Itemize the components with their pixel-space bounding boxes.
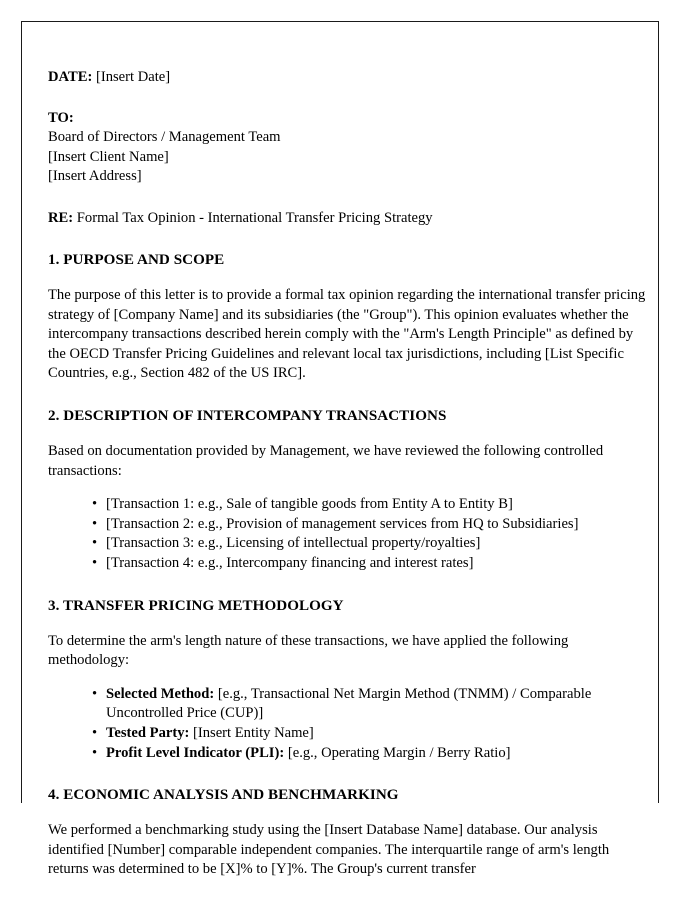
list-item bbox=[92, 744, 652, 764]
list-item bbox=[92, 495, 652, 515]
section-heading-1: 1. PURPOSE AND SCOPE bbox=[48, 252, 225, 268]
list-item bbox=[92, 515, 652, 535]
list-item-text: [Transaction 1: e.g., Sale of tangible goods from Entity A to Entity B] bbox=[106, 496, 513, 513]
to-line-3: [Insert Address] bbox=[48, 168, 142, 184]
list-item-lead: Selected Method: bbox=[106, 685, 215, 702]
list-item-text: [e.g., Operating Margin / Berry Ratio] bbox=[284, 744, 511, 761]
methodology-list bbox=[48, 685, 652, 763]
date-label: DATE: bbox=[48, 69, 93, 85]
to-line-2: [Insert Client Name] bbox=[48, 148, 169, 165]
to-line-1: Board of Directors / Management Team bbox=[48, 129, 281, 145]
re-label: RE: bbox=[48, 209, 74, 226]
list-item-lead: Profit Level Indicator (PLI): bbox=[106, 744, 285, 761]
date-value: [Insert Date] bbox=[95, 69, 171, 85]
to-label: TO: bbox=[48, 109, 74, 126]
list-item-lead: Tested Party: bbox=[106, 724, 190, 741]
section-heading-2: 2. DESCRIPTION OF INTERCOMPANY TRANSACTIONS bbox=[48, 407, 447, 424]
list-item-text: [Insert Entity Name] bbox=[189, 724, 314, 741]
list-item-text: [Transaction 3: e.g., Licensing of intellectual property/royalties] bbox=[106, 535, 481, 552]
list-item bbox=[92, 554, 652, 574]
date-line bbox=[48, 68, 652, 88]
list-item-text: [Transaction 2: e.g., Provision of management services from HQ to Subsidiaries] bbox=[106, 515, 579, 532]
transactions-list bbox=[48, 495, 652, 573]
list-item-text: [e.g., Transactional Net Margin Method (TNMM) / Comparable Uncontrolled Price (CUP)] bbox=[106, 685, 592, 722]
subject-line bbox=[48, 209, 652, 229]
list-item bbox=[92, 724, 652, 744]
list-item-text: [Transaction 4: e.g., Intercompany financing and interest rates] bbox=[106, 554, 474, 571]
list-item bbox=[92, 685, 652, 724]
document-page bbox=[21, 21, 659, 878]
document-body bbox=[48, 48, 652, 880]
section-1-paragraph-1: The purpose of this letter is to provide a formal tax opinion regarding the international transfer pricing strategy of [Company Name] and its subsidiaries (the "Group"). This opinion evaluates whether the intercompany transactions described herein comply with the "Arm's Length Principle" as defined by the OECD Transfer Pricing Guidelines and relevant local tax jurisdictions, including [List Specific Countries, e.g., Section 482 of the US IRC]. bbox=[48, 287, 646, 382]
section-heading-3: 3. TRANSFER PRICING METHODOLOGY bbox=[48, 597, 344, 614]
list-item bbox=[92, 534, 652, 554]
section-4-paragraph-1: We performed a benchmarking study using the [Insert Database Name] database. Our analysis identified [Number] comparable independent companies. The interquartile range of arm's length returns was determined to be [X]% to [Y]%. The Group's current transfer bbox=[48, 822, 610, 878]
section-3-paragraph-1: To determine the arm's length nature of these transactions, we have applied the following methodology: bbox=[48, 632, 569, 669]
re-value: Formal Tax Opinion - International Transfer Pricing Strategy bbox=[76, 209, 433, 226]
section-heading-4: 4. ECONOMIC ANALYSIS AND BENCHMARKING bbox=[48, 787, 399, 804]
section-2-paragraph-1: Based on documentation provided by Management, we have reviewed the following controlled transactions: bbox=[48, 442, 604, 479]
recipient-block bbox=[48, 109, 652, 187]
